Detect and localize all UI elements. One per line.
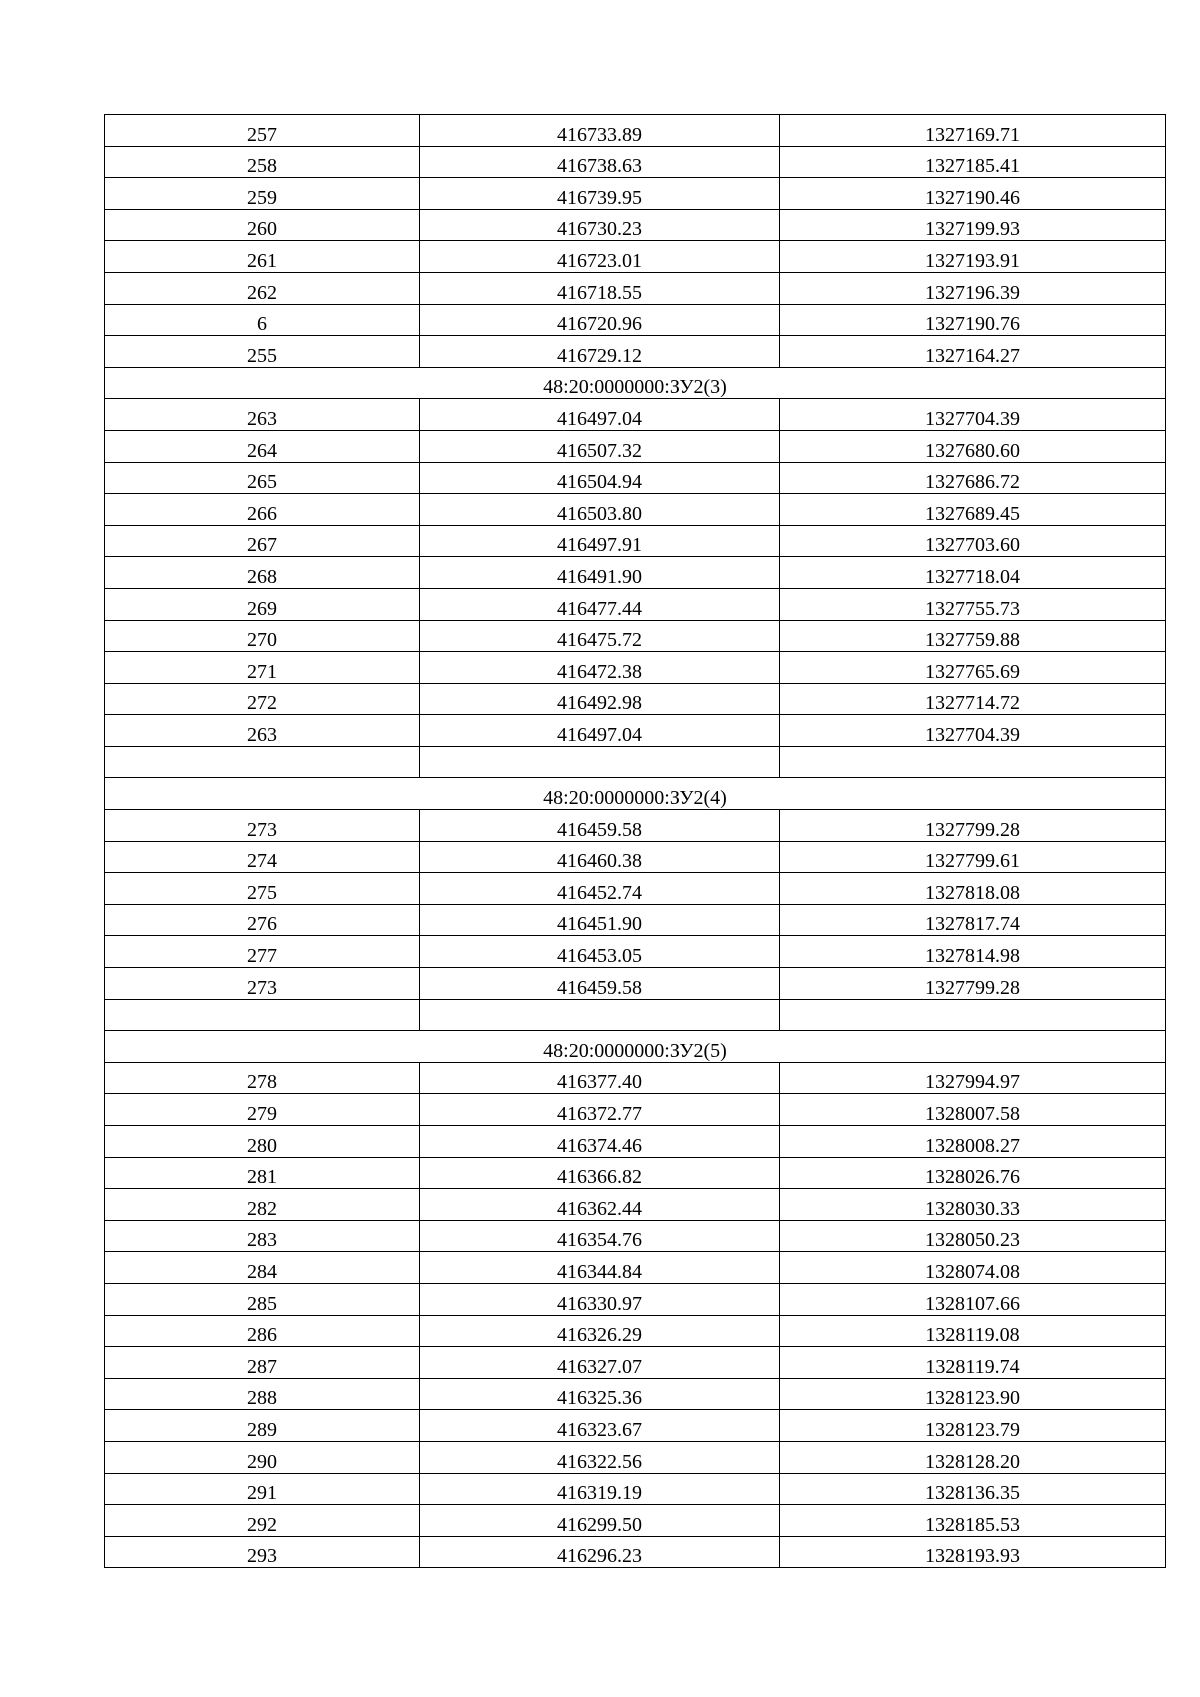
x-coordinate-cell: 416453.05 [420,936,780,968]
point-number-cell [105,746,420,778]
table-row [105,1473,1166,1505]
point-number-cell: 293 [105,1536,420,1568]
table-row [105,999,1166,1031]
point-number-cell: 263 [105,715,420,747]
x-coordinate-cell [420,999,780,1031]
y-coordinate-cell: 1328136.35 [780,1473,1166,1505]
table-row [105,178,1166,210]
table-row [105,1441,1166,1473]
table-row [105,1126,1166,1158]
table-row [105,399,1166,431]
point-number-cell: 278 [105,1062,420,1094]
y-coordinate-cell: 1328193.93 [780,1536,1166,1568]
x-coordinate-cell: 416738.63 [420,146,780,178]
point-number-cell: 260 [105,209,420,241]
y-coordinate-cell: 1328030.33 [780,1189,1166,1221]
x-coordinate-cell: 416472.38 [420,652,780,684]
table-row [105,1189,1166,1221]
table-row [105,1410,1166,1442]
y-coordinate-cell: 1327718.04 [780,557,1166,589]
y-coordinate-cell: 1327196.39 [780,272,1166,304]
point-number-cell: 283 [105,1220,420,1252]
table-row [105,1536,1166,1568]
point-number-cell: 262 [105,272,420,304]
x-coordinate-cell: 416322.56 [420,1441,780,1473]
x-coordinate-cell: 416325.36 [420,1378,780,1410]
y-coordinate-cell: 1328074.08 [780,1252,1166,1284]
table-row [105,1220,1166,1252]
section-header-row [105,778,1166,810]
point-number-cell: 287 [105,1347,420,1379]
y-coordinate-cell [780,999,1166,1031]
parcel-number: 48:20:0000000:ЗУ2(4) [105,778,1166,810]
y-coordinate-cell: 1327765.69 [780,652,1166,684]
x-coordinate-cell: 416299.50 [420,1505,780,1537]
y-coordinate-cell: 1327169.71 [780,115,1166,147]
y-coordinate-cell: 1328123.79 [780,1410,1166,1442]
point-number-cell: 284 [105,1252,420,1284]
x-coordinate-cell: 416739.95 [420,178,780,210]
x-coordinate-cell: 416723.01 [420,241,780,273]
table-row [105,873,1166,905]
x-coordinate-cell: 416323.67 [420,1410,780,1442]
point-number-cell: 281 [105,1157,420,1189]
point-number-cell: 261 [105,241,420,273]
point-number-cell: 282 [105,1189,420,1221]
table-row [105,462,1166,494]
x-coordinate-cell: 416372.77 [420,1094,780,1126]
point-number-cell: 291 [105,1473,420,1505]
point-number-cell: 269 [105,588,420,620]
point-number-cell [105,999,420,1031]
y-coordinate-cell: 1327714.72 [780,683,1166,715]
y-coordinate-cell: 1327994.97 [780,1062,1166,1094]
point-number-cell: 259 [105,178,420,210]
point-number-cell: 288 [105,1378,420,1410]
x-coordinate-cell: 416497.04 [420,715,780,747]
table-row [105,936,1166,968]
parcel-number: 48:20:0000000:ЗУ2(3) [105,367,1166,399]
x-coordinate-cell: 416366.82 [420,1157,780,1189]
point-number-cell: 265 [105,462,420,494]
y-coordinate-cell: 1327818.08 [780,873,1166,905]
table-row [105,146,1166,178]
point-number-cell: 275 [105,873,420,905]
point-number-cell: 276 [105,904,420,936]
x-coordinate-cell: 416460.38 [420,841,780,873]
point-number-cell: 263 [105,399,420,431]
point-number-cell: 274 [105,841,420,873]
x-coordinate-cell: 416374.46 [420,1126,780,1158]
x-coordinate-cell: 416492.98 [420,683,780,715]
table-row [105,715,1166,747]
section-header-row [105,367,1166,399]
x-coordinate-cell: 416327.07 [420,1347,780,1379]
table-row [105,336,1166,368]
y-coordinate-cell: 1327814.98 [780,936,1166,968]
point-number-cell: 286 [105,1315,420,1347]
point-number-cell: 280 [105,1126,420,1158]
x-coordinate-cell: 416491.90 [420,557,780,589]
section-header-row [105,1031,1166,1063]
x-coordinate-cell: 416720.96 [420,304,780,336]
coordinates-table-body [105,115,1166,1568]
y-coordinate-cell: 1327185.41 [780,146,1166,178]
table-row [105,241,1166,273]
point-number-cell: 270 [105,620,420,652]
y-coordinate-cell: 1327755.73 [780,588,1166,620]
parcel-number: 48:20:0000000:ЗУ2(5) [105,1031,1166,1063]
table-row [105,1157,1166,1189]
point-number-cell: 271 [105,652,420,684]
y-coordinate-cell: 1327799.28 [780,968,1166,1000]
y-coordinate-cell: 1327164.27 [780,336,1166,368]
y-coordinate-cell: 1328007.58 [780,1094,1166,1126]
point-number-cell: 285 [105,1283,420,1315]
y-coordinate-cell: 1327704.39 [780,715,1166,747]
x-coordinate-cell: 416729.12 [420,336,780,368]
y-coordinate-cell: 1327190.76 [780,304,1166,336]
table-row [105,1315,1166,1347]
point-number-cell: 268 [105,557,420,589]
table-row [105,430,1166,462]
y-coordinate-cell [780,746,1166,778]
y-coordinate-cell: 1327703.60 [780,525,1166,557]
table-row [105,304,1166,336]
table-row [105,588,1166,620]
point-number-cell: 273 [105,968,420,1000]
y-coordinate-cell: 1328185.53 [780,1505,1166,1537]
y-coordinate-cell: 1327704.39 [780,399,1166,431]
x-coordinate-cell: 416354.76 [420,1220,780,1252]
x-coordinate-cell: 416344.84 [420,1252,780,1284]
y-coordinate-cell: 1327799.61 [780,841,1166,873]
y-coordinate-cell: 1327190.46 [780,178,1166,210]
x-coordinate-cell: 416507.32 [420,430,780,462]
x-coordinate-cell: 416330.97 [420,1283,780,1315]
x-coordinate-cell: 416475.72 [420,620,780,652]
x-coordinate-cell: 416730.23 [420,209,780,241]
y-coordinate-cell: 1328026.76 [780,1157,1166,1189]
x-coordinate-cell: 416459.58 [420,810,780,842]
table-row [105,1062,1166,1094]
point-number-cell: 264 [105,430,420,462]
table-row [105,904,1166,936]
table-row [105,1378,1166,1410]
x-coordinate-cell: 416451.90 [420,904,780,936]
point-number-cell: 6 [105,304,420,336]
x-coordinate-cell [420,746,780,778]
table-row [105,1283,1166,1315]
x-coordinate-cell: 416477.44 [420,588,780,620]
table-row [105,1252,1166,1284]
y-coordinate-cell: 1328107.66 [780,1283,1166,1315]
table-row [105,1347,1166,1379]
point-number-cell: 266 [105,494,420,526]
y-coordinate-cell: 1328050.23 [780,1220,1166,1252]
y-coordinate-cell: 1327686.72 [780,462,1166,494]
y-coordinate-cell: 1327193.91 [780,241,1166,273]
y-coordinate-cell: 1327799.28 [780,810,1166,842]
x-coordinate-cell: 416452.74 [420,873,780,905]
y-coordinate-cell: 1328128.20 [780,1441,1166,1473]
table-row [105,272,1166,304]
table-row [105,1094,1166,1126]
x-coordinate-cell: 416296.23 [420,1536,780,1568]
y-coordinate-cell: 1328008.27 [780,1126,1166,1158]
x-coordinate-cell: 416377.40 [420,1062,780,1094]
table-row [105,620,1166,652]
y-coordinate-cell: 1327817.74 [780,904,1166,936]
table-row [105,810,1166,842]
point-number-cell: 292 [105,1505,420,1537]
x-coordinate-cell: 416733.89 [420,115,780,147]
x-coordinate-cell: 416319.19 [420,1473,780,1505]
x-coordinate-cell: 416503.80 [420,494,780,526]
x-coordinate-cell: 416718.55 [420,272,780,304]
x-coordinate-cell: 416459.58 [420,968,780,1000]
table-row [105,525,1166,557]
point-number-cell: 267 [105,525,420,557]
table-row [105,746,1166,778]
y-coordinate-cell: 1328119.08 [780,1315,1166,1347]
point-number-cell: 289 [105,1410,420,1442]
point-number-cell: 257 [105,115,420,147]
y-coordinate-cell: 1327689.45 [780,494,1166,526]
point-number-cell: 255 [105,336,420,368]
table-row [105,209,1166,241]
y-coordinate-cell: 1328123.90 [780,1378,1166,1410]
point-number-cell: 277 [105,936,420,968]
x-coordinate-cell: 416326.29 [420,1315,780,1347]
point-number-cell: 258 [105,146,420,178]
point-number-cell: 279 [105,1094,420,1126]
y-coordinate-cell: 1328119.74 [780,1347,1166,1379]
point-number-cell: 272 [105,683,420,715]
table-row [105,968,1166,1000]
table-row [105,652,1166,684]
table-row [105,115,1166,147]
table-row [105,1505,1166,1537]
y-coordinate-cell: 1327199.93 [780,209,1166,241]
x-coordinate-cell: 416504.94 [420,462,780,494]
x-coordinate-cell: 416497.04 [420,399,780,431]
x-coordinate-cell: 416362.44 [420,1189,780,1221]
table-row [105,557,1166,589]
point-number-cell: 290 [105,1441,420,1473]
table-row [105,494,1166,526]
y-coordinate-cell: 1327680.60 [780,430,1166,462]
table-row [105,683,1166,715]
x-coordinate-cell: 416497.91 [420,525,780,557]
coordinates-table [104,114,1166,1568]
y-coordinate-cell: 1327759.88 [780,620,1166,652]
point-number-cell: 273 [105,810,420,842]
table-row [105,841,1166,873]
